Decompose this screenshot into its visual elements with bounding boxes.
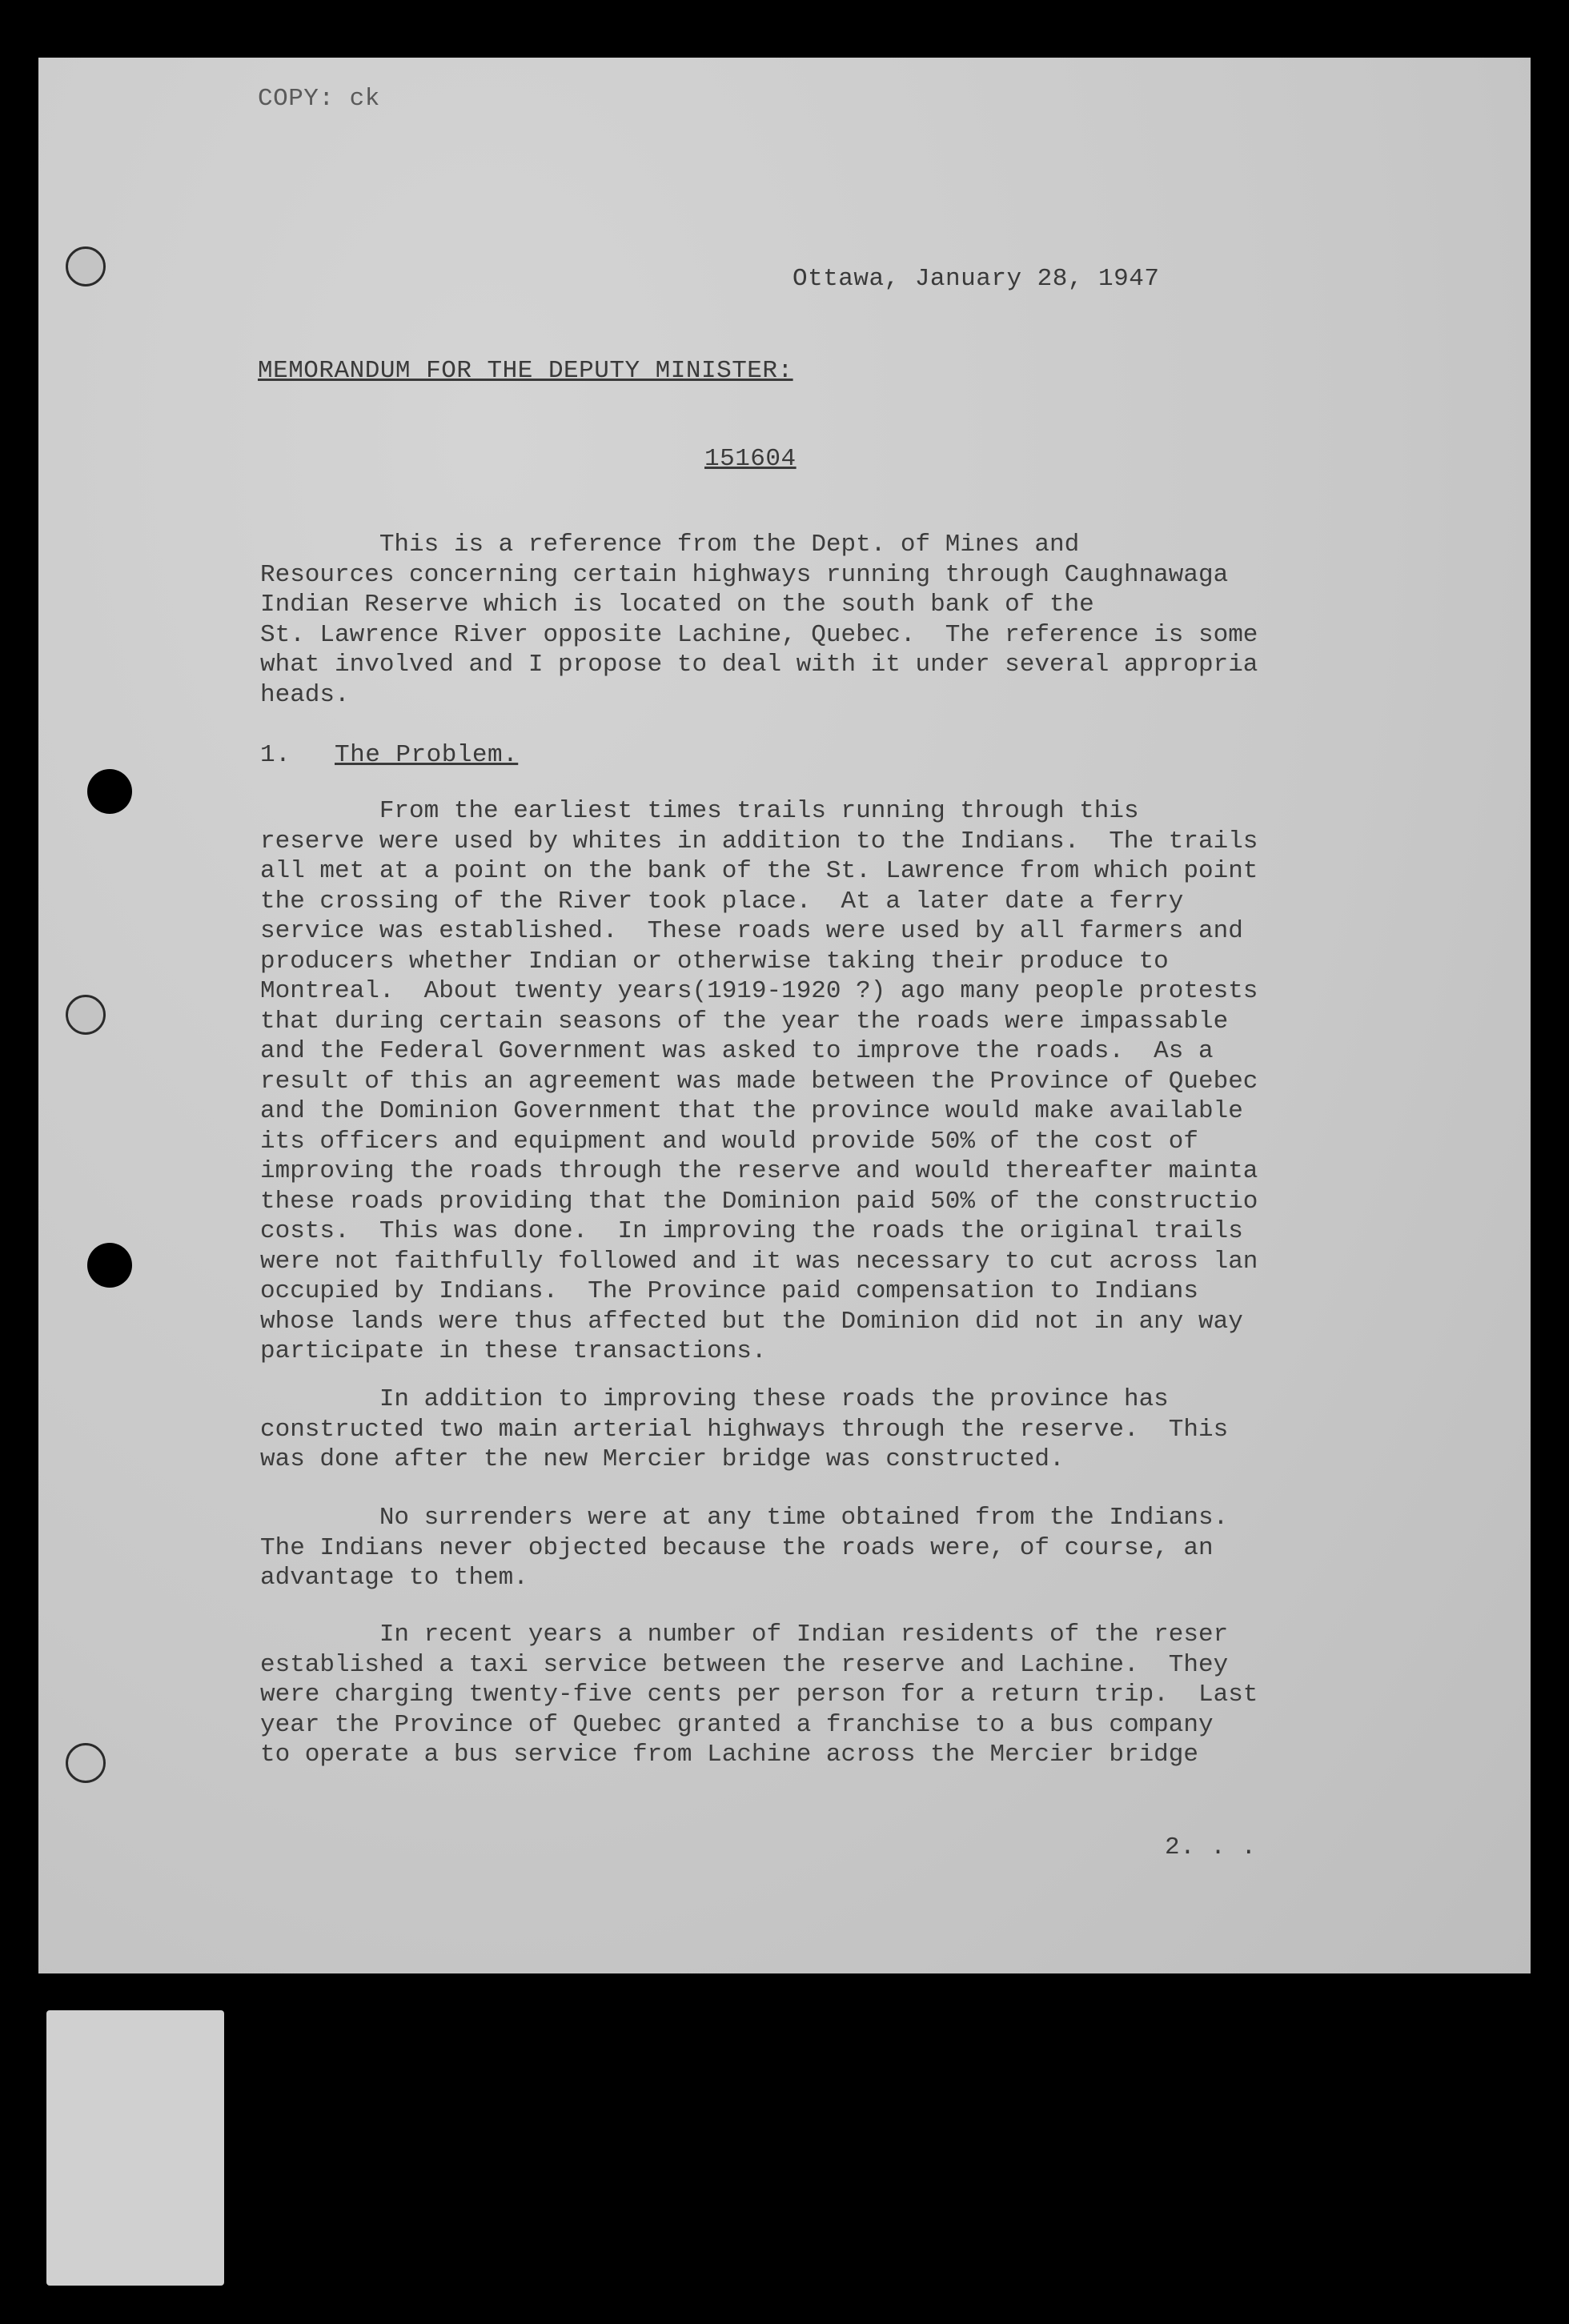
punch-hole-4 <box>87 1243 132 1288</box>
copy-mark: COPY: ck <box>258 85 380 113</box>
section-heading: The Problem. <box>335 741 519 769</box>
punch-hole-1 <box>66 246 106 286</box>
intro-paragraph: This is a reference from the Dept. of Mines and Resources concerning certain highways running through Caughnawaga Indian Reserve which is located on the south bank of the St. Lawrence River opposite Lachine, Quebec. The reference is some what involved and I propose to deal with it under several appropria heads. <box>260 531 1258 709</box>
memo-title: MEMORANDUM FOR THE DEPUTY MINISTER: <box>258 357 793 385</box>
page-continuation: 2. . . <box>1165 1833 1257 1861</box>
paragraph-arterial-highways: In addition to improving these roads the province has constructed two main arterial highways through the reserve. This was done after the new Mercier bridge was constructed. <box>260 1385 1229 1473</box>
paragraph-taxi-service: In recent years a number of Indian residents of the reser established a taxi service between the reserve and Lachine. They were charging twenty-five cents per person for a return trip. Last year the Province of Quebec granted a franchise to a bus company to operate a bus service from Lachine across the Mercier bridge <box>260 1621 1258 1769</box>
file-number: 151604 <box>704 445 797 473</box>
punch-hole-2 <box>87 769 132 814</box>
punch-hole-3 <box>66 995 106 1035</box>
paragraph-problem: From the earliest times trails running through this reserve were used by whites in addition to the Indians. The trails all met at a point on the bank of the St. Lawrence from which point the crossing of the River took place. At a later date a ferry service was established. These roads were used by all farmers and producers whether Indian or otherwise taking their produce to Montreal. About twenty years(1919-1920 ?) ago many people protests that during certain seasons of the year the roads were impassable and the Federal Government was asked to improve the roads. As a result of this an agreement was made between the Province of Quebec and the Dominion Government that the province would make available its officers and equipment and would provide 50% of the cost of improving the roads through the reserve and would thereafter mainta these roads providing that the Dominion paid 50% of the constructio costs. This was done. In improving the roads the original trails were not faithfully followed and it was necessary to cut across lan occupied by Indians. The Province paid compensation to Indians whose lands were thus affected but the Dominion did not in any way participate in these transactions. <box>260 797 1258 1365</box>
paragraph-surrenders: No surrenders were at any time obtained from the Indians. The Indians never objected because the roads were, of course, an advantage to them. <box>260 1504 1229 1592</box>
archive-tab <box>46 2010 224 2286</box>
section-number: 1. <box>260 741 291 769</box>
punch-hole-5 <box>66 1743 106 1783</box>
date-line: Ottawa, January 28, 1947 <box>793 265 1160 293</box>
